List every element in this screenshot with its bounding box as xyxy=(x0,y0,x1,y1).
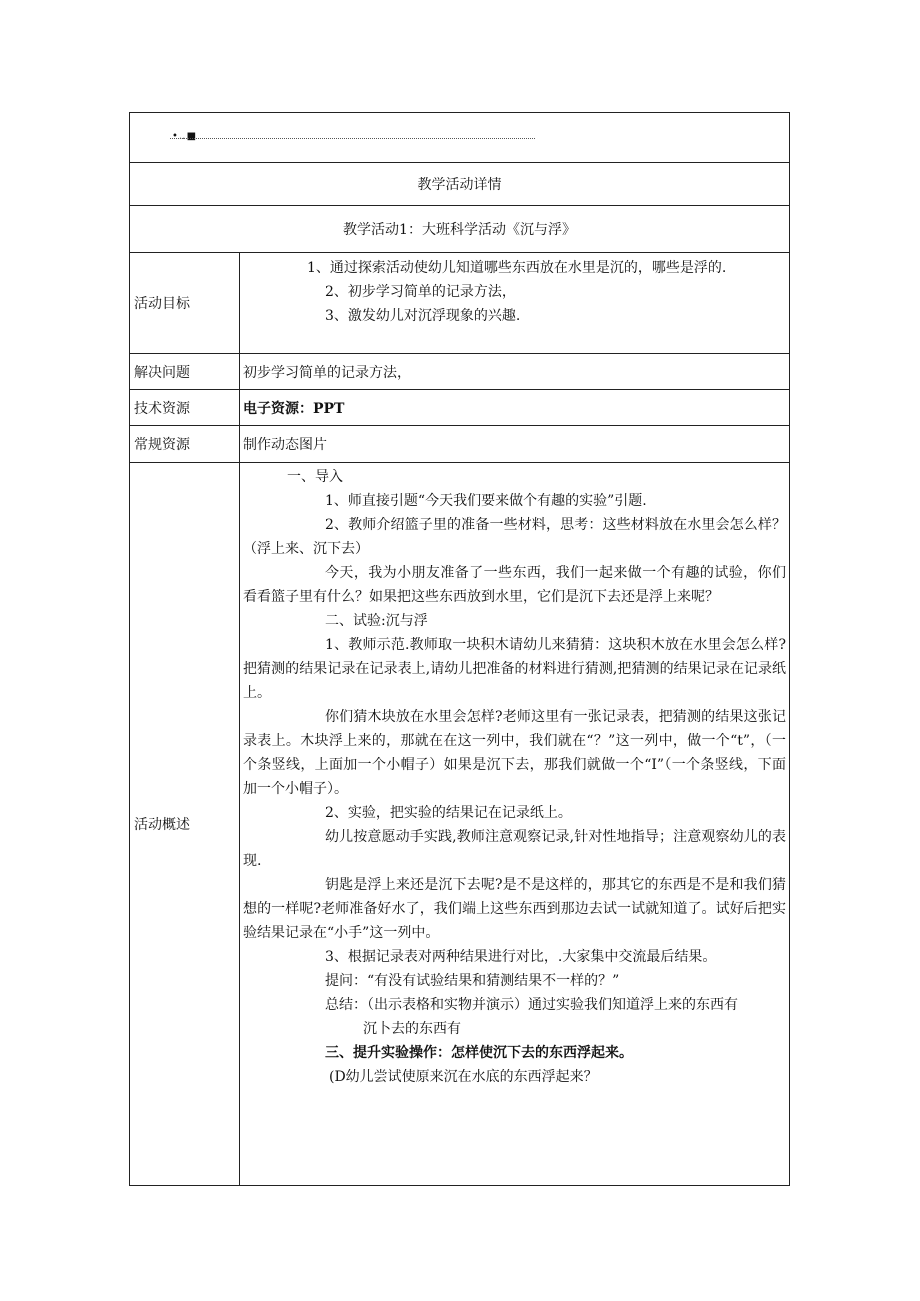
goal-line: 3、激发幼儿对沉浮现象的兴趣. xyxy=(325,308,521,324)
goal-line: 1、通过探索活动使幼儿知道哪些东西放在水里是沉的，哪些是浮的. xyxy=(307,260,727,276)
normal-label: 常规资源 xyxy=(130,426,240,462)
overview-paragraph: 一、导入 xyxy=(287,469,343,485)
overview-paragraph: (D幼儿尝试使原来沉在水底的东西浮起来？ xyxy=(329,1069,598,1085)
overview-paragraph: 1、师直接引题“今天我们要来做个有趣的实验”引题. xyxy=(325,493,647,509)
overview-paragraph: 三、提升实验操作：怎样使沉下去的东西浮起来。 xyxy=(325,1045,633,1061)
header-mark: •‥■ xyxy=(172,131,198,142)
header-dotted-line xyxy=(170,138,535,139)
table-title: 教学活动详情 xyxy=(417,177,502,193)
overview-paragraph: 3、根据记录表对两种结果进行对比，.大家集中交流最后结果。 xyxy=(325,949,717,965)
overview-row xyxy=(130,463,789,1185)
overview-paragraph: 你们猜木块放在水里会怎样?老师这里有一张记录表，把猜测的结果这张记录表上。木块浮上来的，那就在在这一列中，我们就在“？”这一列中，做一个“t”，（一个条竖线，上面加一个小帽子）如果是沉下去，那我们就做一个“I”（一个条竖线，下面加一个小帽子）。 xyxy=(243,709,786,797)
activity-title: 教学活动1：大班科学活动《沉与浮》 xyxy=(343,222,576,238)
normal-row xyxy=(130,426,789,463)
overview-paragraph: 今天，我为小朋友准备了一些东西，我们一起来做一个有趣的试验，你们看看篮子里有什么？如果把这些东西放到水里，它们是沉下去还是浮上来呢？ xyxy=(243,565,786,605)
overview-paragraph: 2、实验，把实验的结果记在记录纸上。 xyxy=(325,805,572,821)
tech-value: 电子资源：PPT xyxy=(243,400,345,417)
goal-row xyxy=(130,253,789,354)
normal-value: 制作动态图片 xyxy=(243,437,327,453)
title-row xyxy=(130,163,789,206)
tech-label: 技术资源 xyxy=(130,390,240,425)
overview-paragraph: 总结：（出示表格和实物并演示）通过实验我们知道浮上来的东西有 xyxy=(325,997,738,1013)
overview-paragraph: 钥匙是浮上来还是沉下去呢?是不是这样的，那其它的东西是不是和我们猜想的一样呢?老师准备好水了，我们端上这些东西到那边去试一试就知道了。试好后把实验结果记录在“小手”这一列中。 xyxy=(243,877,786,941)
overview-paragraph: 提问：“有没有试验结果和猜测结果不一样的？” xyxy=(325,973,620,989)
overview-paragraph: 幼儿按意愿动手实践,教师注意观察记录,针对性地指导；注意观察幼儿的表现. xyxy=(243,829,786,869)
problem-row xyxy=(130,354,789,390)
overview-paragraph: 2、教师介绍篮子里的准备一些材料，思考：这些材料放在水里会怎么样？（浮上来、沉下去） xyxy=(243,517,786,557)
activity-title-row xyxy=(130,206,789,253)
goal-label: 活动目标 xyxy=(130,253,240,353)
overview-paragraph: 1、教师示范.教师取一块积木请幼儿来猜猜：这块积木放在水里会怎么样?把猜测的结果记录在记录表上,请幼儿把准备的材料进行猜测,把猜测的结果记录在记录纸上。 xyxy=(243,637,786,701)
problem-value: 初步学习简单的记录方法， xyxy=(243,364,411,381)
overview-label: 活动概述 xyxy=(130,463,240,1185)
lesson-table xyxy=(129,112,790,1186)
tech-row xyxy=(130,390,789,426)
overview-paragraph: 沉卜去的东西有 xyxy=(363,1021,461,1037)
overview-paragraph: 二、试验:沉与浮 xyxy=(325,613,428,629)
header-row xyxy=(130,113,789,163)
problem-label: 解决问题 xyxy=(130,354,240,389)
goal-line: 2、初步学习简单的记录方法， xyxy=(325,284,516,300)
